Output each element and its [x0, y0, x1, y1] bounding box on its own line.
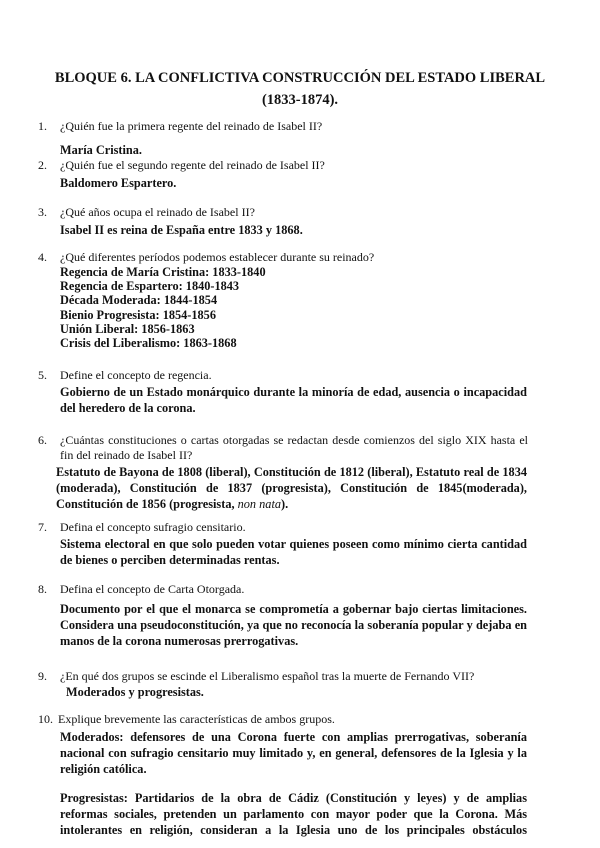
period-item: Regencia de Espartero: 1840-1843: [60, 279, 240, 294]
period-item: Regencia de María Cristina: 1833-1840: [60, 265, 266, 279]
question-number: 10.: [38, 712, 53, 726]
question-number: 5.: [38, 368, 47, 382]
question-number: 1.: [38, 119, 47, 133]
answer-7: Sistema electoral en que solo pueden votar quienes poseen como mínimo cierta cantidad de bienes o perciben determinadas rentas.: [60, 537, 527, 567]
answer-5: Gobierno de un Estado monárquico durante la minoría de edad, ausencia o incapacidad del heredero de la corona.: [60, 385, 527, 415]
period-item: Unión Liberal: 1856-1863: [60, 321, 195, 336]
question-number: 6.: [38, 433, 47, 447]
title-line-2: (1833-1874).: [261, 92, 339, 108]
answer-10-moderados: Moderados: defensores de una Corona fuerte con amplias prerrogativas, soberanía nacional con sufragio censitario muy limitado y, en general, defensores de la Iglesia y la religión católica.: [60, 730, 527, 776]
question-number: 8.: [38, 582, 47, 596]
question-text: Defina el concepto sufragio censitario.: [60, 520, 246, 534]
question-8: [38, 582, 528, 597]
question-4: [38, 250, 528, 265]
question-text: Explique brevemente las características de ambos grupos.: [58, 712, 335, 726]
answer-9: Moderados y progresistas.: [66, 685, 204, 699]
question-9: [38, 669, 528, 684]
question-number: 3.: [38, 205, 47, 219]
period-item: Década Moderada: 1844-1854: [60, 293, 218, 308]
question-text: ¿Qué diferentes períodos podemos establecer durante su reinado?: [60, 250, 375, 264]
answer-1: María Cristina.: [60, 143, 142, 157]
answer-text: Estatuto de Bayona de 1808 (liberal), Constitución de 1812 (liberal), Estatuto real de 1834 (moderada), Constitución de 1837 (progresista), Constitución de 1845(moderada), Constitución de 1856 (progresista,: [56, 465, 527, 511]
question-1: [38, 119, 528, 134]
question-number: 4.: [38, 250, 47, 264]
question-10: [38, 712, 528, 727]
title-line-1: BLOQUE 6. LA CONFLICTIVA CONSTRUCCIÓN DEL ESTADO LIBERAL: [54, 70, 546, 86]
answer-text-end: ).: [281, 497, 289, 511]
question-text: ¿Qué años ocupa el reinado de Isabel II?: [60, 205, 255, 219]
question-5: [38, 368, 528, 383]
question-text: ¿Quién fue la primera regente del reinado de Isabel II?: [60, 119, 323, 133]
question-text: Defina el concepto de Carta Otorgada.: [60, 582, 245, 596]
question-number: 9.: [38, 669, 47, 683]
question-text: ¿Cuántas constituciones o cartas otorgadas se redactan desde comienzos del siglo XIX hasta el fin del reinado de Isabel II?: [60, 433, 528, 462]
question-number: 2.: [38, 158, 47, 172]
answer-4-period-list: [60, 265, 527, 350]
answer-6: [56, 464, 527, 512]
question-2: [38, 158, 528, 173]
answer-italic-text: non nata: [237, 497, 282, 511]
answer-8: Documento por el que el monarca se comprometía a gobernar bajo ciertas limitaciones. Considera una pseudoconstitución, ya que no reconocía la soberanía popular y dejaba en manos de la corona numerosas prerrogativas.: [60, 602, 527, 648]
question-text: ¿Quién fue el segundo regente del reinado de Isabel II?: [60, 158, 325, 172]
answer-2: Baldomero Espartero.: [60, 176, 177, 190]
question-7: [38, 520, 528, 535]
answer-3: Isabel II es reina de España entre 1833 y 1868.: [60, 223, 303, 237]
question-text: Define el concepto de regencia.: [60, 368, 212, 382]
question-6: [38, 433, 528, 463]
period-item: Bienio Progresista: 1854-1856: [60, 307, 216, 322]
question-3: [38, 205, 528, 220]
question-text: ¿En qué dos grupos se escinde el Liberalismo español tras la muerte de Fernando VII?: [60, 669, 475, 683]
answer-10-progresistas: Progresistas: Partidarios de la obra de Cádiz (Constitución y leyes) y de amplias reformas sociales, pretenden un parlamento con mayor poder que la Corona. Más intolerantes en religión, consideran a la Iglesia uno de los principales obstáculos: [60, 791, 527, 837]
period-item: Crisis del Liberalismo: 1863-1868: [60, 336, 237, 351]
question-number: 7.: [38, 520, 47, 534]
